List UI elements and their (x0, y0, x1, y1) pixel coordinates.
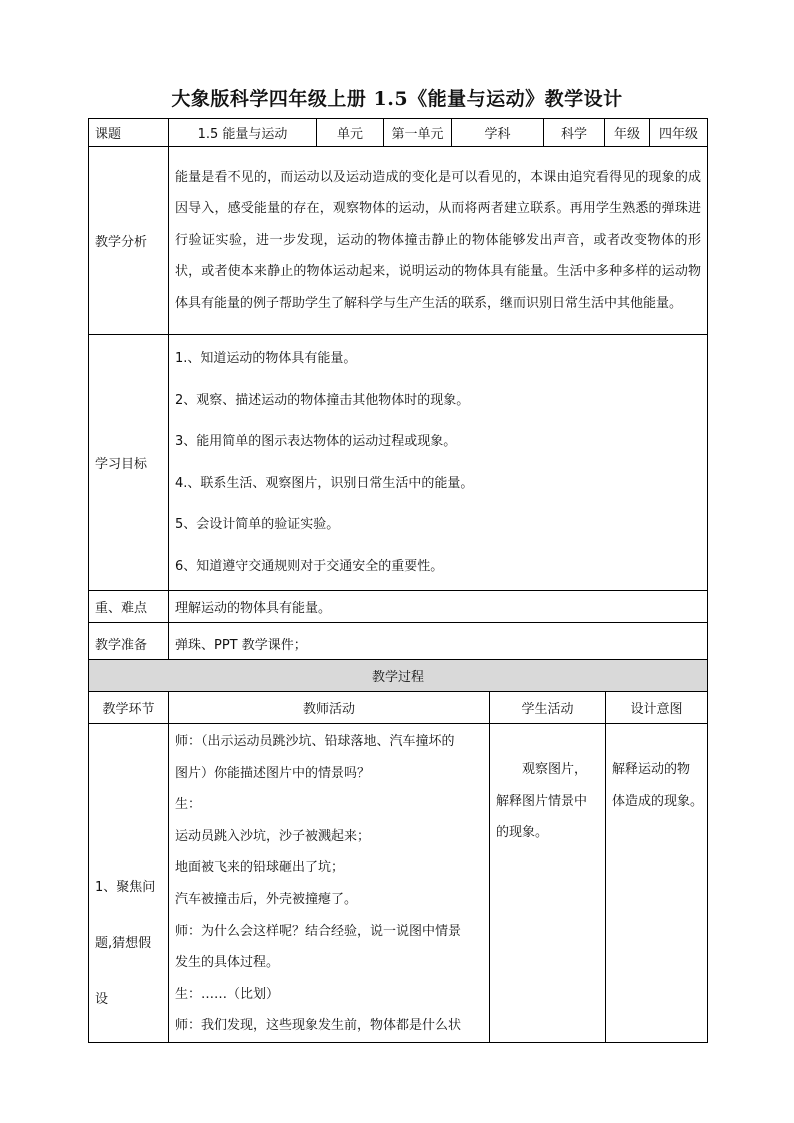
goal-item: 2、观察、描述运动的物体撞击其他物体时的现象。 (175, 392, 470, 408)
goals-row (89, 335, 708, 591)
key-points-row (89, 591, 708, 623)
goal-item: 1.、知道运动的物体具有能量。 (175, 351, 357, 366)
teacher-line: 图片）你能描述图片中的情景吗？ (175, 765, 371, 781)
teacher-line: 生： (175, 797, 202, 813)
subject-value: 科学 (544, 119, 605, 147)
teacher-line: 生：……（比划） (175, 986, 280, 1002)
intent-line: 解释运动的物 (612, 762, 691, 777)
col-teacher-header: 教师活动 (169, 692, 490, 724)
unit-value: 第一单元 (384, 119, 452, 147)
col-student-header: 学生活动 (490, 692, 606, 724)
grade-value: 四年级 (650, 119, 708, 147)
analysis-row (89, 147, 708, 335)
preparation-label: 教学准备 (89, 623, 169, 664)
teacher-line: 汽车被撞击后，外壳被撞瘪了。 (175, 891, 358, 907)
stage-line: 设 (95, 992, 109, 1007)
teacher-line: 师：我们发现，这些现象发生前，物体都是什么状 (175, 1018, 462, 1034)
student-line: 的现象。 (496, 825, 549, 841)
teaching-process-table (88, 659, 708, 1043)
goal-item: 6、知道遵守交通规则对于交通安全的重要性。 (175, 558, 444, 574)
col-intent-header: 设计意图 (606, 692, 708, 724)
analysis-text: 能量是看不见的，而运动以及运动造成的变化是可以看见的，本课由追究看得见的现象的成因导入，感受能量的存在，观察物体的运动，从而将两者建立联系。再用学生熟悉的弹珠进行验证实验，进一步发现，运动的物体撞击静止的物体能够发出声音，或者改变物体的形状，或者使本来静止的物体运动起来，说明运动的物体具有能量。生活中多种多样的运动物体具有能量的例子帮助学生了解科学与生产生活的联系，继而识别日常生活中其他能量。 (169, 147, 708, 335)
page-title: 大象版科学四年级上册 1.5《能量与运动》教学设计 (171, 88, 623, 110)
stage-line: 1、聚焦问 (95, 880, 156, 895)
stage-cell (89, 724, 169, 1043)
key-points-label: 重、难点 (89, 591, 169, 623)
student-line: 观察图片， (522, 762, 588, 777)
subject-label: 学科 (452, 119, 544, 147)
student-activity-cell (490, 724, 606, 1043)
teacher-line: 师：为什么会这样呢？结合经验，说一说图中情景 (175, 923, 462, 939)
intent-line: 体造成的现象。 (612, 793, 704, 809)
teacher-line: 师：（出示运动员跳沙坑、铅球落地、汽车撞坏的 (175, 734, 455, 749)
unit-label: 单元 (317, 119, 384, 147)
topic-value: 1.5 能量与运动 (169, 119, 317, 147)
goal-item: 5、会设计简单的验证实验。 (175, 517, 340, 532)
analysis-label: 教学分析 (89, 147, 169, 335)
goals-label: 学习目标 (89, 335, 169, 591)
lesson-info-table (88, 118, 708, 664)
teacher-line: 发生的具体过程。 (175, 955, 280, 971)
col-stage-header: 教学环节 (89, 692, 169, 724)
header-row (89, 119, 708, 147)
design-intent-cell (606, 724, 708, 1043)
stage-line: 题,猜想假 (95, 936, 152, 951)
process-column-headers (89, 692, 708, 724)
teacher-line: 运动员跳入沙坑，沙子被溅起来； (175, 828, 371, 844)
preparation-row (89, 623, 708, 664)
student-line: 解释图片情景中 (496, 793, 588, 809)
teacher-activity-cell (169, 724, 490, 1043)
goal-item: 3、能用简单的图示表达物体的运动过程或现象。 (175, 434, 457, 449)
process-title: 教学过程 (89, 660, 708, 692)
process-row-1 (89, 724, 708, 1043)
teacher-line: 地面被飞来的铅球砸出了坑； (175, 860, 345, 876)
topic-label: 课题 (89, 119, 169, 147)
key-points-text: 理解运动的物体具有能量。 (169, 591, 708, 623)
goals-list (169, 335, 708, 591)
preparation-text: 弹珠、PPT 教学课件； (169, 623, 708, 664)
grade-label: 年级 (605, 119, 650, 147)
goal-item: 4.、联系生活、观察图片，识别日常生活中的能量。 (175, 475, 474, 491)
